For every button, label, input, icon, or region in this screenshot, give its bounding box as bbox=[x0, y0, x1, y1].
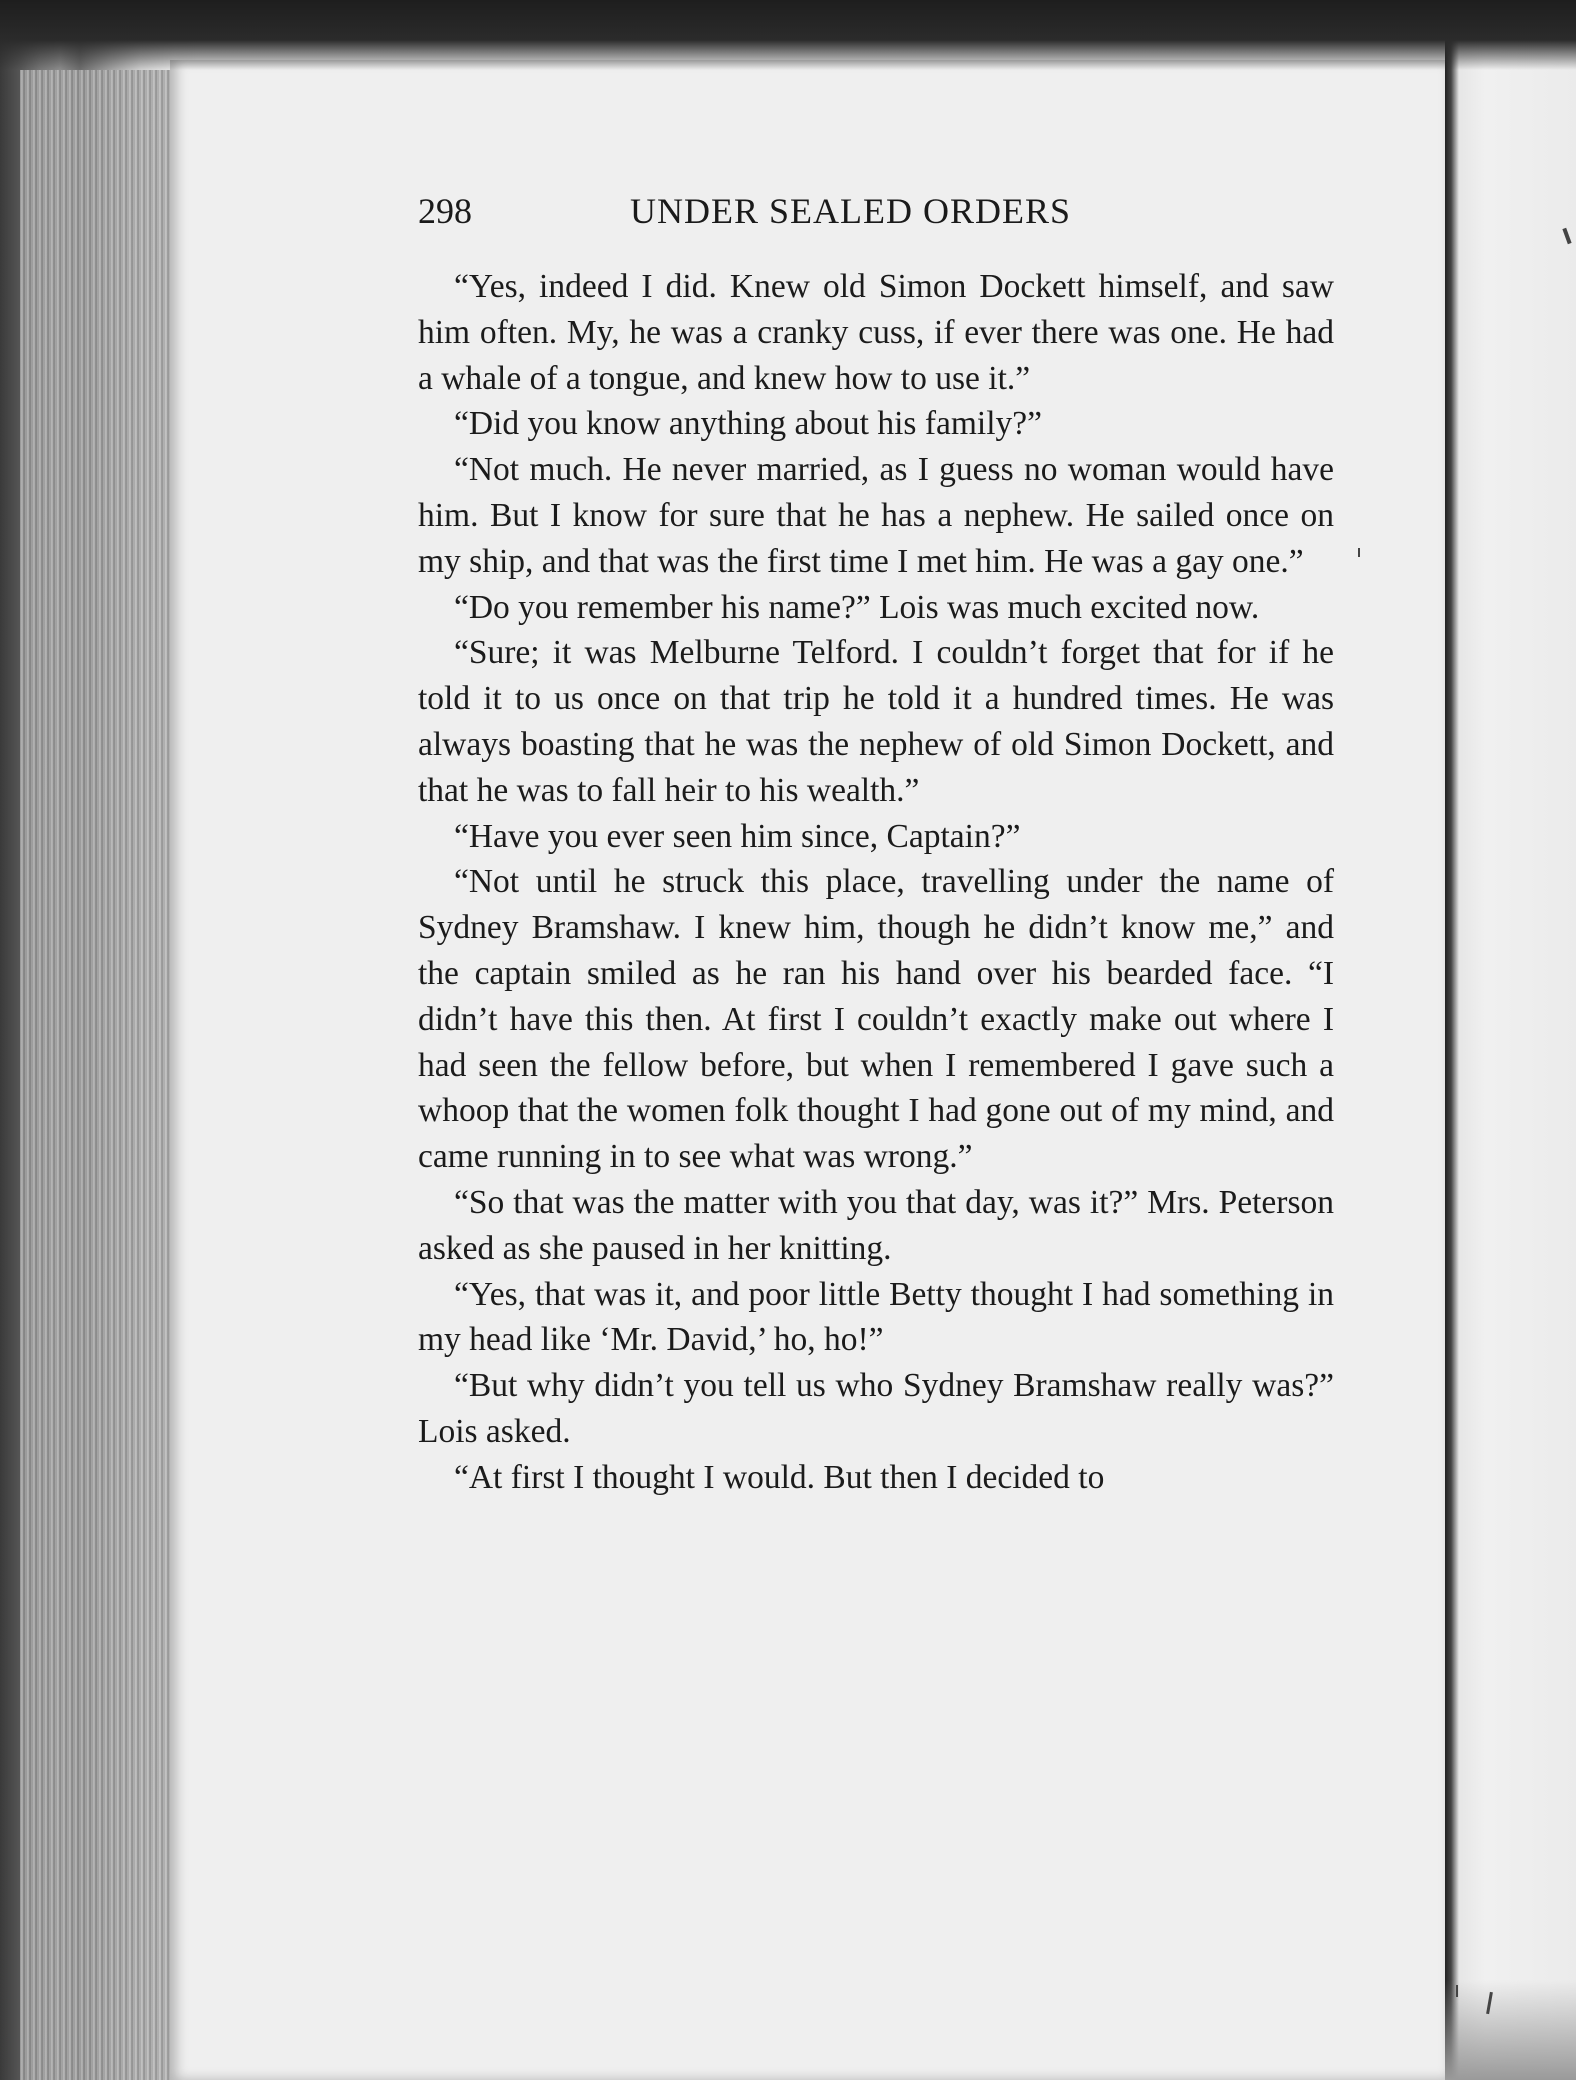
paragraph: “Not until he struck this place, travelling under the name of Sydney Bramshaw. I knew him, though he didn’t know me,” and the captain smiled as he ran his hand over his bearded face. “I didn’t have this then. At first I couldn’t exactly make out where I had seen the fellow before, but when I remembered I gave such a whoop that the women folk thought I had gone out of my mind, and came running in to see what was wrong.” bbox=[418, 863, 1334, 1176]
scan-mark bbox=[1358, 548, 1360, 557]
paragraph: “Do you remember his name?” Lois was much excited now. bbox=[454, 588, 1260, 626]
paragraph: “But why didn’t you tell us who Sydney Bramshaw really was?” Lois asked. bbox=[418, 1367, 1334, 1450]
page-number: 298 bbox=[418, 191, 472, 231]
paragraph: “So that was the matter with you that day, was it?” Mrs. Peterson asked as she paused in her knitting. bbox=[418, 1183, 1334, 1267]
paragraph: “Not much. He never married, as I guess no woman would have him. But I know for sure that he has a nephew. He sailed once on my ship, and that was the first time I met him. He was a gay one.” bbox=[418, 451, 1334, 580]
bottom-shadow bbox=[1445, 1980, 1576, 2080]
paragraph: “Yes, that was it, and poor little Betty thought I had something in my head like ‘Mr. David,’ ho, ho!” bbox=[418, 1275, 1334, 1359]
paragraph: “Have you ever seen him since, Captain?” bbox=[454, 817, 1021, 855]
paragraph: “Did you know anything about his family?” bbox=[454, 405, 1043, 443]
page-body bbox=[418, 264, 1334, 1501]
top-shadow bbox=[0, 0, 1576, 70]
facing-page-edge bbox=[1445, 40, 1576, 2080]
paragraph: “At first I thought I would. But then I decided to bbox=[454, 1458, 1105, 1496]
scan-mark bbox=[1456, 1985, 1458, 1997]
paragraph: “Yes, indeed I did. Knew old Simon Dockett himself, and saw him often. My, he was a cranky cuss, if ever there was one. He had a whale of a tongue, and knew how to use it.” bbox=[418, 268, 1334, 397]
running-title: UNDER SEALED ORDERS bbox=[630, 191, 1072, 231]
paragraph: “Sure; it was Melburne Telford. I couldn’t forget that for if he told it to us once on that trip he told it a hundred times. He was always boasting that he was the nephew of old Simon Dockett, and that he was to fall heir to his wealth.” bbox=[418, 634, 1334, 809]
page-edges bbox=[20, 70, 170, 2080]
